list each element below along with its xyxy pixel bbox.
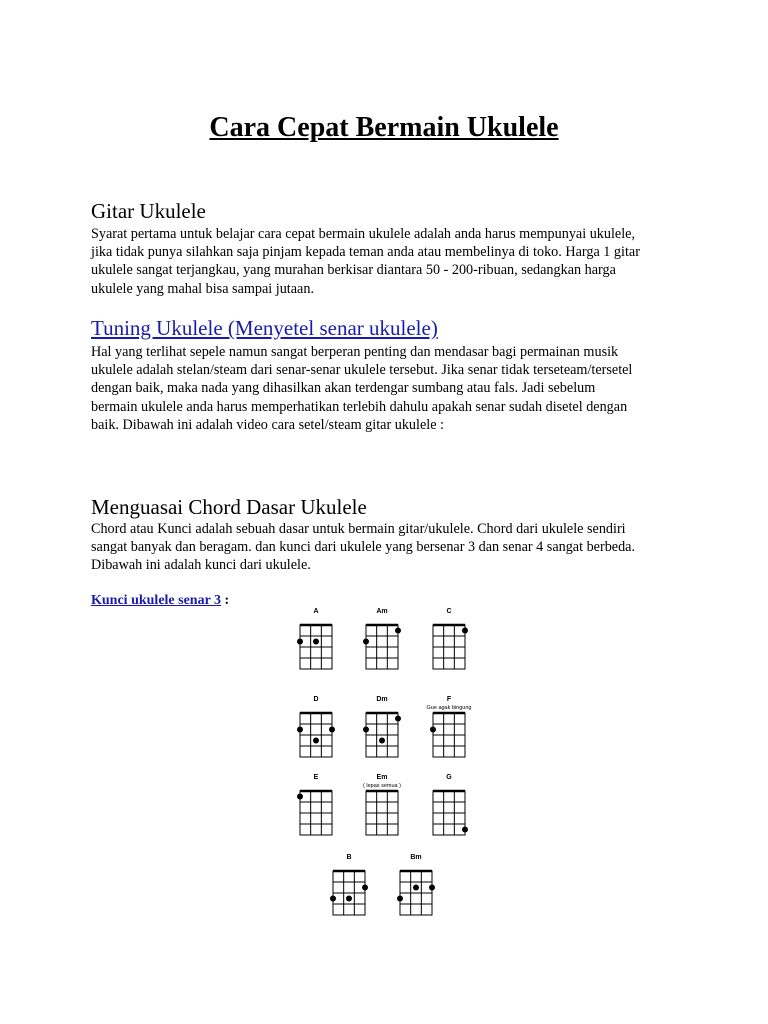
chord-finger-dot	[297, 727, 303, 733]
chord-finger-dot	[395, 716, 401, 722]
chord-finger-dot	[363, 727, 369, 733]
chord-finger-dot	[429, 885, 435, 891]
paragraph-line: ukulele adalah stelan/steam dari senar-senar ukulele tersebut. Jika senar tidak terseteam/tersetel	[91, 362, 633, 379]
chord-diagram-dm	[363, 696, 401, 757]
paragraph-line: ukulele yang mahal bisa sampai jutaan.	[91, 280, 314, 297]
chord-finger-dot	[346, 896, 352, 902]
chord-name-label: E	[313, 774, 319, 781]
document-title: Cara Cepat Bermain Ukulele	[209, 112, 559, 143]
chord-finger-dot	[362, 885, 368, 891]
paragraph-line: bermain ukulele anda harus memperhatikan terlebih dahulu apakah senar sudah disetel dengan	[91, 398, 628, 415]
chord-finger-dot	[313, 639, 319, 645]
paragraph-line: dengan baik, maka nada yang dihasilkan akan terdengar sumbang atau fals. Jadi sebelum	[91, 380, 596, 397]
paragraph-line: Syarat pertama untuk belajar cara cepat bermain ukulele adalah anda harus mempunyai ukulele,	[91, 226, 636, 242]
chord-finger-dot	[413, 885, 419, 891]
chord-diagram-d	[297, 696, 335, 757]
chord-finger-dot	[397, 896, 403, 902]
chord-name-label: B	[346, 854, 352, 861]
chord-name-label: Dm	[376, 696, 388, 703]
chord-diagram-em	[363, 774, 401, 835]
paragraph-line: ukulele sangat terjangkau, yang murahan berkisar diantara 50 - 200-ribuan, sedangkan harga	[91, 262, 616, 279]
chord-finger-dot	[430, 727, 436, 733]
chord-link[interactable]: Kunci ukulele senar 3	[91, 593, 222, 608]
chord-note-label: ( lepas semua )	[363, 783, 401, 789]
paragraph-line: baik. Dibawah ini adalah video cara setel/steam gitar ukulele :	[91, 416, 444, 433]
paragraph-line: Dibawah ini adalah kunci dari ukulele.	[91, 557, 311, 574]
chord-finger-dot	[330, 896, 336, 902]
chord-name-label: Em	[376, 774, 388, 781]
chord-link-suffix: :	[221, 593, 230, 608]
paragraph-line: jika tidak punya silahkan saja pinjam kepada teman anda atau membelinya di toko. Harga 1 gitar	[91, 244, 640, 261]
chord-name-label: F	[446, 696, 452, 703]
chord-note-label: Gue agak bingung	[426, 705, 472, 711]
chord-diagram-g	[433, 774, 468, 835]
chord-finger-dot	[297, 639, 303, 645]
paragraph-line: Chord atau Kunci adalah sebuah dasar untuk bermain gitar/ukulele. Chord dari ukulele sendiri	[91, 521, 626, 537]
chord-finger-dot	[363, 639, 369, 645]
chord-diagram-e	[297, 774, 332, 835]
chord-finger-dot	[462, 827, 468, 833]
chord-diagram-bm	[397, 854, 435, 915]
chord-finger-dot	[329, 727, 335, 733]
chord-diagram-b	[330, 854, 368, 915]
chord-finger-dot	[379, 738, 385, 744]
chord-diagram-a	[297, 608, 332, 669]
chord-diagram-am	[363, 608, 401, 669]
chord-name-label: A	[313, 608, 319, 615]
chord-finger-dot	[462, 628, 468, 634]
chord-finger-dot	[395, 628, 401, 634]
chord-name-label: Am	[376, 608, 388, 615]
chord-finger-dot	[297, 794, 303, 800]
section-heading-chord-dasar: Menguasai Chord Dasar Ukulele	[91, 495, 367, 519]
section-heading-tuning-link[interactable]: Tuning Ukulele (Menyetel senar ukulele)	[91, 316, 438, 340]
chord-finger-dot	[313, 738, 319, 744]
chord-name-label: C	[446, 608, 452, 615]
chord-name-label: Bm	[410, 854, 422, 861]
chord-diagram-c	[433, 608, 468, 669]
chord-name-label: G	[446, 774, 452, 781]
paragraph-line: sangat banyak dan beragam. dan kunci dari ukulele yang bersenar 3 dan senar 4 sangat berbeda.	[91, 539, 636, 556]
section-heading-gitar-ukulele: Gitar Ukulele	[91, 199, 206, 223]
chord-diagram-f	[427, 696, 472, 757]
paragraph-line: Hal yang terlihat sepele namun sangat berperan penting dan mendasar bagi permainan musik	[91, 344, 619, 360]
chord-name-label: D	[313, 696, 319, 703]
